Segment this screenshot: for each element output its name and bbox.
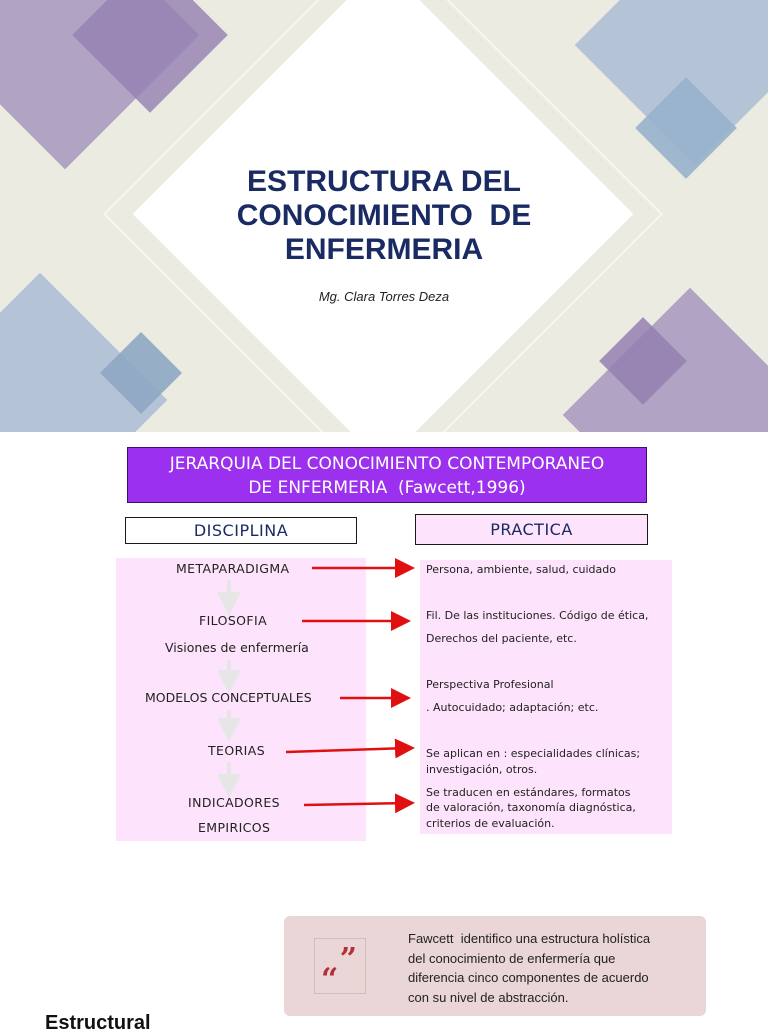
level-empiricos: EMPIRICOS xyxy=(198,820,271,835)
quote-mark-bottom: “ xyxy=(321,962,339,997)
title-line-3: ENFERMERIA xyxy=(284,233,484,266)
title-line-1: ESTRUCTURA DEL xyxy=(247,165,521,198)
practice-2a: Fil. De las instituciones. Código de ética, xyxy=(426,609,649,622)
level-indicadores: INDICADORES xyxy=(188,795,281,810)
footer-heading: Estructural xyxy=(45,1012,151,1034)
title-line-2: CONOCIMIENTO DE xyxy=(236,199,532,232)
slide-title xyxy=(184,165,584,267)
disciplina-header: DISCIPLINA xyxy=(125,517,357,544)
header-line-2: DE ENFERMERIA (Fawcett,1996) xyxy=(248,478,526,498)
practice-3a: Perspectiva Profesional xyxy=(426,678,554,691)
practice-2b: Derechos del paciente, etc. xyxy=(426,632,577,645)
practice-3b: . Autocuidado; adaptación; etc. xyxy=(426,701,599,714)
quote-icon xyxy=(314,938,366,997)
practice-5c: criterios de evaluación. xyxy=(426,817,555,830)
header-line-1: JERARQUIA DEL CONOCIMIENTO CONTEMPORANEO xyxy=(169,454,605,474)
level-metaparadigma: METAPARADIGMA xyxy=(176,561,290,576)
level-filosofia: FILOSOFIA xyxy=(199,613,268,628)
practice-5a: Se traducen en estándares, formatos xyxy=(426,786,631,799)
quote-line-1: Fawcett identifico una estructura holística xyxy=(408,931,651,946)
hierarchy-header xyxy=(127,447,647,503)
practice-4b: investigación, otros. xyxy=(426,763,538,776)
practice-1: Persona, ambiente, salud, cuidado xyxy=(426,563,616,576)
quote-box xyxy=(284,916,706,1016)
practice-4a: Se aplican en : especialidades clínicas; xyxy=(426,747,641,760)
level-modelos: MODELOS CONCEPTUALES xyxy=(145,690,312,705)
quote-text xyxy=(408,929,698,1007)
author-name: Mg. Clara Torres Deza xyxy=(318,289,450,304)
quote-mark-top: ” xyxy=(339,942,357,977)
level-teorias: TEORIAS xyxy=(208,743,266,758)
quote-line-2: del conocimiento de enfermería que xyxy=(408,950,616,966)
title-slide xyxy=(0,0,768,432)
quote-line-4: con su nivel de abstracción. xyxy=(408,989,569,1005)
level-visiones: Visiones de enfermería xyxy=(165,640,309,655)
practice-5b: de valoración, taxonomía diagnóstica, xyxy=(426,801,636,814)
quote-line-3: diferencia cinco componentes de acuerdo xyxy=(408,970,649,985)
practica-header: PRACTICA xyxy=(415,514,648,545)
